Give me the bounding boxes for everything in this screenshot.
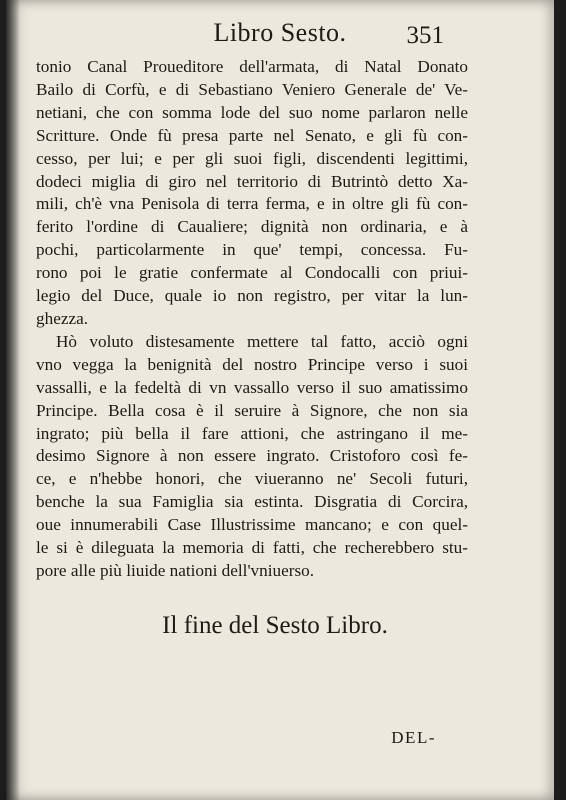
page-number: 351 — [406, 22, 444, 49]
page-gutter-shadow — [6, 0, 20, 800]
text-line: ghezza. — [36, 308, 88, 328]
text-line: vassalli, e la fedeltà di vn vassallo verso il suo amatissimo — [36, 377, 468, 397]
text-line: oue innumerabili Case Illustrissime mancano; e con quel- — [36, 515, 468, 535]
text-line: tonio Canal Proueditore dell'armata, di Natal Donato — [36, 57, 468, 76]
text-line: cesso, per lui; e per gli suoi figli, discendenti legittimi, — [36, 148, 468, 168]
book-page — [6, 0, 554, 800]
closing-line: Il fine del Sesto Libro. — [162, 612, 388, 639]
text-line: rono poi le gratie confermate al Condocalli con priui- — [36, 263, 468, 283]
text-line: netiani, che con somma lode del suo nome parlaron nelle — [36, 102, 468, 122]
text-line: mili, ch'è vna Penisola di terra ferma, e in oltre gli fù con- — [36, 194, 468, 214]
running-head: Libro Sesto. — [213, 18, 347, 47]
text-line: pochi, particolarmente in que' tempi, concessa. Fu- — [36, 240, 468, 260]
text-line: Hò voluto distesamente mettere tal fatto, acciò ogni — [56, 331, 468, 351]
text-line: Bailo di Corfù, e di Sebastiano Veniero Generale de' Ve- — [36, 79, 468, 99]
text-line: legio del Duce, quale io non registro, per vitar la lun- — [36, 286, 468, 306]
text-line: Scritture. Onde fù presa parte nel Senato, e gli fù con- — [36, 125, 468, 145]
body-text — [36, 56, 468, 583]
text-line: benche la sua Famiglia sia estinta. Disgratia di Corcira, — [36, 492, 468, 512]
text-line: desimo Signore à non essere ingrato. Cristoforo così fe- — [36, 446, 468, 466]
text-line: ingrato; più bella il fare attioni, che astringano il me- — [36, 423, 468, 443]
text-line: dodeci miglia di giro nel territorio di Butrintò detto Xa- — [36, 171, 468, 191]
paragraph — [36, 331, 468, 583]
text-line: Principe. Bella cosa è il seruire à Signore, che non sia — [36, 400, 468, 420]
text-line: le si è dileguata la memoria di fatti, che recherebbero stu- — [36, 538, 468, 558]
text-line: ce, e n'hebbe honori, che viueranno ne' Secoli futuri, — [36, 469, 468, 489]
text-line: ferito l'ordine di Caualiere; dignità non ordinaria, e à — [36, 217, 468, 237]
text-line: vno vegga la benignità del nostro Principe verso i suoi — [36, 354, 468, 374]
paragraph — [36, 56, 468, 331]
text-line: pore alle più liuide nationi dell'vniuerso. — [36, 560, 315, 580]
catchword: DEL- — [391, 728, 436, 747]
